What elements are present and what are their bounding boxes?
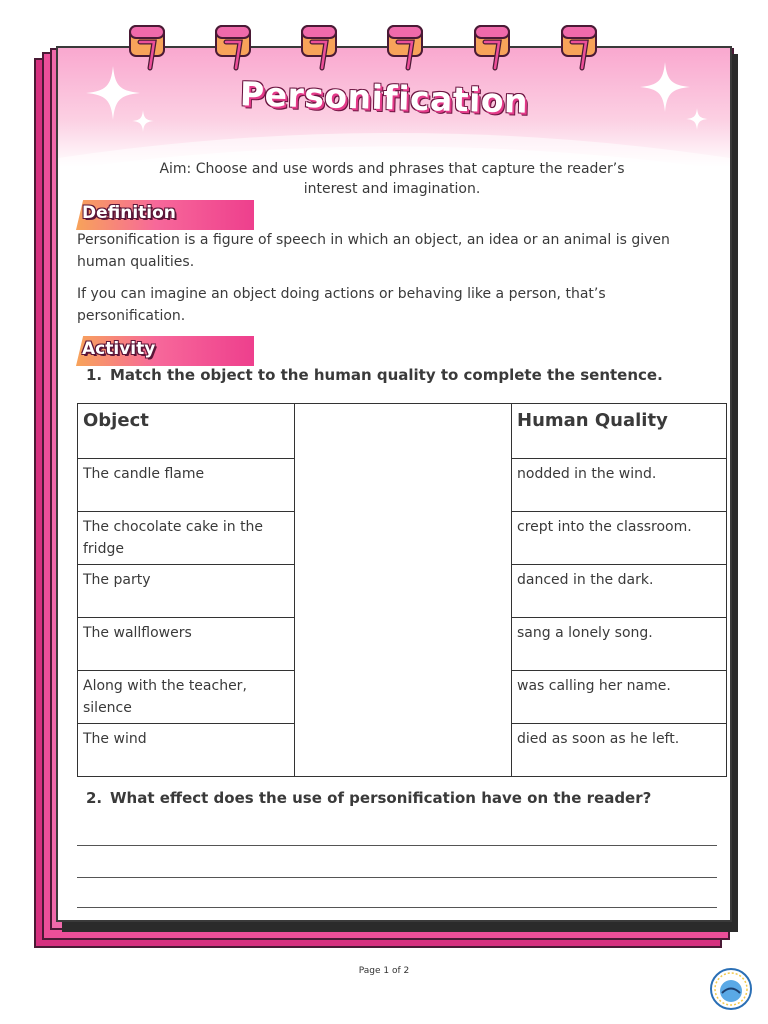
object-cell[interactable]: Along with the teacher, silence <box>78 671 295 724</box>
object-cell[interactable]: The wallflowers <box>78 618 295 671</box>
answer-line[interactable] <box>77 877 717 878</box>
definition-heading: Definition <box>82 203 176 223</box>
activity-heading: Activity <box>82 339 156 359</box>
binder-ring-icon <box>214 20 252 72</box>
object-cell[interactable]: The chocolate cake in the fridge <box>78 512 295 565</box>
object-column-header: Object <box>78 404 295 459</box>
question-1-number: 1. <box>86 366 103 384</box>
answer-line[interactable] <box>77 907 717 908</box>
quality-cell[interactable]: nodded in the wind. <box>512 459 727 512</box>
table-row <box>78 459 727 512</box>
quality-cell[interactable]: died as soon as he left. <box>512 724 727 777</box>
binder-ring-icon <box>386 20 424 72</box>
binder-ring-icon <box>473 20 511 72</box>
object-cell[interactable]: The wind <box>78 724 295 777</box>
binder-ring-icon <box>560 20 598 72</box>
page-title: Personification <box>239 74 529 121</box>
definition-paragraph-1: Personification is a figure of speech in which an object, an idea or an animal is given human qualities. <box>77 232 670 270</box>
question-2-text: What effect does the use of personification have on the reader? <box>110 789 652 807</box>
quality-cell[interactable]: sang a lonely song. <box>512 618 727 671</box>
question-1-text: Match the object to the human quality to complete the sentence. <box>110 366 663 384</box>
matching-gap[interactable] <box>295 724 512 777</box>
table-row <box>78 671 727 724</box>
matching-gap[interactable] <box>295 565 512 618</box>
matching-gap[interactable] <box>295 671 512 724</box>
aim-text: Aim: Choose and use words and phrases that capture the reader’s interest and imagination. <box>159 161 625 197</box>
logo-badge-icon <box>708 966 754 1012</box>
quality-cell[interactable]: danced in the dark. <box>512 565 727 618</box>
sparkle-icon <box>132 110 154 135</box>
matching-table <box>77 403 727 777</box>
page-number: Page 1 of 2 <box>358 966 410 976</box>
binder-rings <box>0 0 768 80</box>
binder-ring-icon <box>300 20 338 72</box>
quality-column-header: Human Quality <box>512 404 727 459</box>
question-1 <box>86 366 716 384</box>
answer-line[interactable] <box>77 845 717 846</box>
table-row <box>78 512 727 565</box>
binder-ring-icon <box>128 20 166 72</box>
matching-gap[interactable] <box>295 512 512 565</box>
table-row <box>78 565 727 618</box>
matching-gap[interactable] <box>295 618 512 671</box>
question-2 <box>86 789 716 807</box>
definition-paragraph-2: If you can imagine an object doing actions or behaving like a person, that’s personification. <box>77 286 606 324</box>
object-cell[interactable]: The party <box>78 565 295 618</box>
matching-gap[interactable] <box>295 404 512 459</box>
question-2-number: 2. <box>86 789 103 807</box>
table-row <box>78 724 727 777</box>
quality-cell[interactable]: was calling her name. <box>512 671 727 724</box>
table-row <box>78 618 727 671</box>
object-cell[interactable]: The candle flame <box>78 459 295 512</box>
quality-cell[interactable]: crept into the classroom. <box>512 512 727 565</box>
matching-gap[interactable] <box>295 459 512 512</box>
